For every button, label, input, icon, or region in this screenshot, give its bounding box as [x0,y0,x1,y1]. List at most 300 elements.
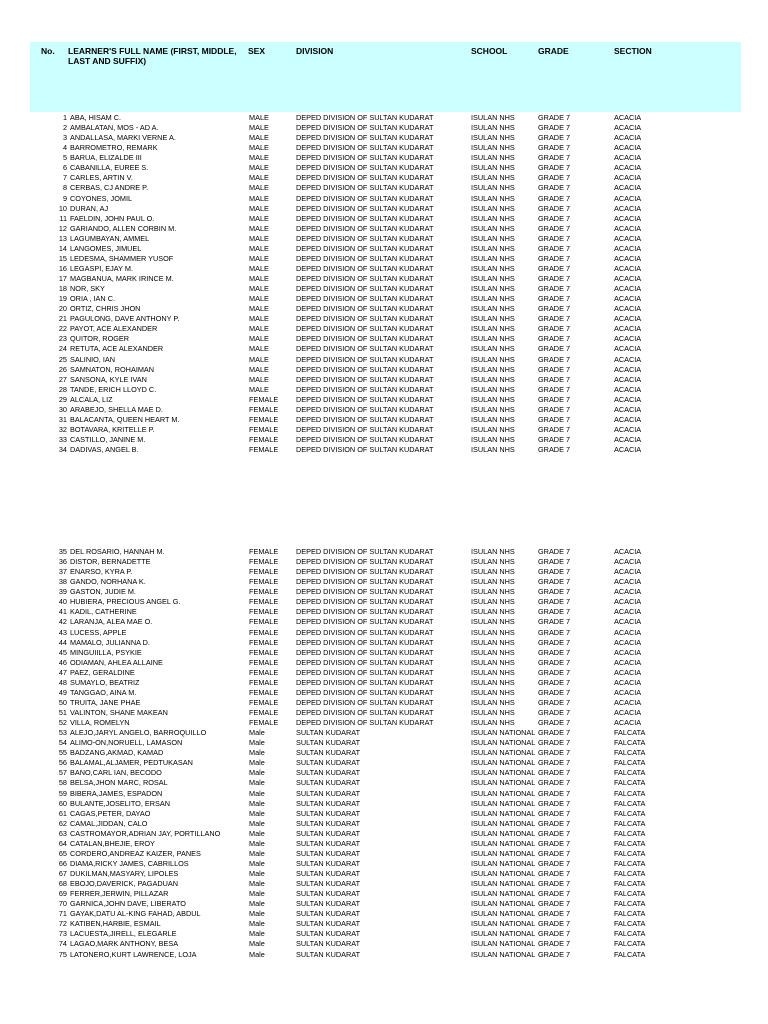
row-number-cell: 23 [58,334,67,344]
row-number-cell: 40 [58,597,67,607]
learner-name-cell: BULANTE,JOSELITO, ERSAN [70,798,171,808]
school-cell: ISULAN NATIONAL [471,758,536,768]
learner-name-cell: CERBAS, CJ ANDRE P. [70,183,149,193]
school-cell: ISULAN NATIONAL [471,939,536,949]
sex-cell: MALE [249,163,269,173]
school-cell: ISULAN NHS [471,587,515,597]
learner-name-cell: LANGOMES, JIMUEL [70,243,142,253]
sex-cell: Male [249,748,265,758]
sex-cell: MALE [249,213,269,223]
sex-cell: FEMALE [249,587,279,597]
school-cell: ISULAN NHS [471,253,515,263]
section-cell: FALCATA [614,828,646,838]
learner-name-cell: RETUTA, ACE ALEXANDER [70,344,164,354]
learner-name-cell: COYONES, JOMIL [70,193,133,203]
school-cell: ISULAN NHS [471,223,515,233]
learner-name-cell: CORDERO,ANDREAZ KAIZER, PANES [70,848,201,858]
division-cell: DEPED DIVISION OF SULTAN KUDARAT [296,324,434,334]
table-row [0,628,768,638]
learner-name-cell: ODIAMAN, AHLEA ALLAINE [70,657,163,667]
section-cell: ACACIA [614,304,642,314]
sex-cell: Male [249,838,265,848]
learner-name-cell: FERRER,JERWIN, PILLAZAR [70,889,169,899]
sex-cell: Male [249,758,265,768]
row-number-cell: 42 [58,617,67,627]
learner-name-cell: DISTOR, BERNADETTE [70,557,151,567]
grade-cell: GRADE 7 [538,394,571,404]
grade-cell: GRADE 7 [538,213,571,223]
row-number-cell: 69 [58,889,67,899]
row-number-cell: 56 [58,758,67,768]
school-cell: ISULAN NHS [471,597,515,607]
learner-name-cell: HUBIERA, PRECIOUS ANGEL G. [70,597,181,607]
sex-cell: Male [249,929,265,939]
row-number-cell: 36 [58,557,67,567]
table-row [0,889,768,899]
grade-cell: GRADE 7 [538,798,571,808]
section-cell: FALCATA [614,818,646,828]
row-number-cell: 25 [58,354,67,364]
section-cell: FALCATA [614,798,646,808]
learner-name-cell: FAELDIN, JOHN PAUL O. [70,213,155,223]
row-number-cell: 66 [58,858,67,868]
table-row [0,939,768,949]
learner-name-cell: MAGBANUA, MARK IRINCE M. [70,274,174,283]
learner-name-cell: TRUITA, JANE PHAE [70,697,141,707]
division-cell: DEPED DIVISION OF SULTAN KUDARAT [296,334,434,344]
table-header [30,42,741,112]
learner-name-cell: BARROMETRO, REMARK [70,143,158,153]
school-cell: ISULAN NHS [471,617,515,627]
sex-cell: FEMALE [249,607,279,617]
sex-cell: MALE [249,354,269,364]
school-cell: ISULAN NHS [471,424,515,434]
school-cell: ISULAN NHS [471,344,515,354]
table-row [0,344,768,354]
school-cell: ISULAN NHS [471,284,515,294]
learner-name-cell: SANSONA, KYLE IVAN [70,374,147,384]
sex-cell: MALE [249,304,269,314]
row-number-cell: 7 [62,173,67,183]
learner-name-cell: LACUESTA,JIRELL, ELEGARLE [70,929,177,939]
learner-name-cell: VALINTON, SHANE MAKEAN [70,708,168,717]
division-cell: DEPED DIVISION OF SULTAN KUDARAT [296,173,434,183]
section-cell: ACACIA [614,284,642,294]
row-number-cell: 32 [58,424,67,434]
sex-cell: Male [249,728,265,738]
section-cell: ACACIA [614,233,642,243]
school-cell: ISULAN NHS [471,647,515,657]
table-row [0,445,768,455]
section-cell: ACACIA [614,213,642,223]
section-cell: ACACIA [614,394,642,404]
grade-cell: GRADE 7 [538,354,571,364]
school-cell: ISULAN NATIONAL [471,838,536,848]
school-cell: ISULAN NATIONAL [471,909,536,919]
division-cell: SULTAN KUDARAT [296,838,361,848]
division-cell: DEPED DIVISION OF SULTAN KUDARAT [296,233,434,243]
row-number-cell: 47 [58,667,67,677]
school-cell: ISULAN NHS [471,163,515,173]
section-cell: ACACIA [614,567,642,577]
sex-cell: MALE [249,233,269,243]
school-cell: ISULAN NATIONAL [471,798,536,808]
table-row [0,234,768,244]
learner-name-cell: SAMNATON, ROHAIMAN [70,364,155,374]
table-row [0,738,768,748]
row-number-cell: 39 [58,587,67,597]
learner-name-cell: DEL ROSARIO, HANNAH M. [70,547,165,556]
section-cell: ACACIA [614,718,642,728]
learner-name-cell: CAGAS,PETER, DAYAO [70,808,151,818]
row-number-cell: 9 [62,193,67,203]
learner-name-cell: BIBERA,JAMES, ESPADON [70,788,163,798]
table-row [0,334,768,344]
grade-cell: GRADE 7 [538,153,571,163]
division-cell: DEPED DIVISION OF SULTAN KUDARAT [296,424,434,434]
table-row [0,638,768,648]
learner-name-cell: ALCALA, LIZ [70,394,113,404]
sex-cell: Male [249,778,265,788]
division-cell: SULTAN KUDARAT [296,758,361,768]
row-number-cell: 14 [58,243,67,253]
learner-name-cell: GASTON, JUDIE M. [70,587,136,597]
grade-cell: GRADE 7 [538,193,571,203]
table-row [0,617,768,627]
school-cell: ISULAN NATIONAL [471,748,536,758]
learner-name-cell: CABANILLA, EUREE S. [70,163,149,173]
grade-cell: GRADE 7 [538,848,571,858]
grade-cell: GRADE 7 [538,697,571,707]
division-cell: DEPED DIVISION OF SULTAN KUDARAT [296,435,434,444]
division-cell: SULTAN KUDARAT [296,929,361,939]
learner-name-cell: ANDALLASA, MARKI VERNE A. [70,133,176,143]
learner-name-cell: GANDO, NORHANA K. [70,577,146,587]
table-row [0,244,768,254]
division-cell: SULTAN KUDARAT [296,828,361,838]
grade-cell: GRADE 7 [538,748,571,758]
header-full-name: LEARNER'S FULL NAME (FIRST, MIDDLE, LAST AND SUFFIX) [68,46,237,66]
division-cell: DEPED DIVISION OF SULTAN KUDARAT [296,123,434,133]
division-cell: SULTAN KUDARAT [296,728,361,738]
sex-cell: Male [249,909,265,919]
learner-name-cell: KADIL, CATHERINE [70,607,137,617]
sex-cell: FEMALE [249,708,279,717]
row-number-cell: 21 [58,314,67,324]
section-cell: FALCATA [614,728,646,738]
division-cell: SULTAN KUDARAT [296,738,361,748]
row-number-cell: 3 [62,133,67,143]
row-number-cell: 61 [58,808,67,818]
sex-cell: FEMALE [249,657,279,667]
learner-name-cell: BELSA,JHON MARC, ROSAL [70,778,168,788]
table-row [0,304,768,314]
sex-cell: FEMALE [249,424,279,434]
sex-cell: MALE [249,274,269,283]
learner-name-cell: ARABEJO, SHELLA MAE D. [70,404,163,414]
section-cell: ACACIA [614,243,642,253]
division-cell: DEPED DIVISION OF SULTAN KUDARAT [296,577,434,587]
table-row [0,698,768,708]
school-cell: ISULAN NHS [471,557,515,567]
grade-cell: GRADE 7 [538,738,571,748]
division-cell: DEPED DIVISION OF SULTAN KUDARAT [296,637,434,647]
division-cell: SULTAN KUDARAT [296,909,361,919]
table-row [0,929,768,939]
table-row [0,254,768,264]
row-number-cell: 45 [58,647,67,657]
grade-cell: GRADE 7 [538,364,571,374]
division-cell: DEPED DIVISION OF SULTAN KUDARAT [296,153,434,163]
sex-cell: FEMALE [249,394,279,404]
table-row [0,789,768,799]
grade-cell: GRADE 7 [538,889,571,899]
sex-cell: Male [249,949,265,959]
division-cell: DEPED DIVISION OF SULTAN KUDARAT [296,263,434,273]
grade-cell: GRADE 7 [538,435,571,444]
row-number-cell: 17 [58,274,67,283]
table-row [0,768,768,778]
grade-cell: GRADE 7 [538,758,571,768]
section-cell: ACACIA [614,587,642,597]
division-cell: DEPED DIVISION OF SULTAN KUDARAT [296,697,434,707]
row-number-cell: 57 [58,768,67,778]
row-number-cell: 43 [58,627,67,637]
division-cell: DEPED DIVISION OF SULTAN KUDARAT [296,404,434,414]
grade-cell: GRADE 7 [538,899,571,909]
division-cell: SULTAN KUDARAT [296,748,361,758]
section-cell: ACACIA [614,314,642,324]
division-cell: DEPED DIVISION OF SULTAN KUDARAT [296,203,434,213]
school-cell: ISULAN NATIONAL [471,858,536,868]
row-number-cell: 70 [58,899,67,909]
grade-cell: GRADE 7 [538,708,571,717]
row-number-cell: 72 [58,919,67,929]
grade-cell: GRADE 7 [538,778,571,788]
table-row [0,799,768,809]
grade-cell: GRADE 7 [538,949,571,959]
learner-name-cell: LAGAO,MARK ANTHONY, BESA [70,939,179,949]
sex-cell: FEMALE [249,667,279,677]
division-cell: DEPED DIVISION OF SULTAN KUDARAT [296,597,434,607]
row-number-cell: 30 [58,404,67,414]
sex-cell: FEMALE [249,414,279,424]
division-cell: SULTAN KUDARAT [296,919,361,929]
grade-cell: GRADE 7 [538,547,571,556]
division-cell: DEPED DIVISION OF SULTAN KUDARAT [296,374,434,384]
section-cell: ACACIA [614,113,642,122]
grade-cell: GRADE 7 [538,123,571,133]
table-row [0,758,768,768]
grade-cell: GRADE 7 [538,557,571,567]
school-cell: ISULAN NHS [471,324,515,334]
section-cell: ACACIA [614,435,642,444]
division-cell: DEPED DIVISION OF SULTAN KUDARAT [296,133,434,143]
school-cell: ISULAN NATIONAL [471,818,536,828]
school-cell: ISULAN NHS [471,123,515,133]
school-cell: ISULAN NHS [471,153,515,163]
row-number-cell: 71 [58,909,67,919]
division-cell: SULTAN KUDARAT [296,949,361,959]
learner-name-cell: LEGASPI, EJAY M. [70,263,133,273]
division-cell: DEPED DIVISION OF SULTAN KUDARAT [296,617,434,627]
row-number-cell: 35 [58,547,67,556]
section-cell: FALCATA [614,939,646,949]
division-cell: DEPED DIVISION OF SULTAN KUDARAT [296,557,434,567]
table-row [0,899,768,909]
school-cell: ISULAN NHS [471,143,515,153]
row-number-cell: 68 [58,879,67,889]
row-number-cell: 41 [58,607,67,617]
grade-cell: GRADE 7 [538,687,571,697]
sex-cell: FEMALE [249,627,279,637]
learner-name-cell: BADZANG,AKMAD, KAMAD [70,748,164,758]
grade-cell: GRADE 7 [538,344,571,354]
section-cell: FALCATA [614,788,646,798]
school-cell: ISULAN NATIONAL [471,728,536,738]
grade-cell: GRADE 7 [538,728,571,738]
school-cell: ISULAN NHS [471,213,515,223]
row-number-cell: 2 [62,123,67,133]
sex-cell: MALE [249,334,269,344]
row-number-cell: 73 [58,929,67,939]
grade-cell: GRADE 7 [538,567,571,577]
row-number-cell: 19 [58,294,67,304]
section-cell: FALCATA [614,768,646,778]
table-row [0,385,768,395]
row-number-cell: 63 [58,828,67,838]
sex-cell: FEMALE [249,677,279,687]
sex-cell: Male [249,889,265,899]
division-cell: DEPED DIVISION OF SULTAN KUDARAT [296,384,434,394]
learner-name-cell: KATIBEN,HARBIE, ESMAIL [70,919,161,929]
row-number-cell: 50 [58,697,67,707]
section-cell: FALCATA [614,919,646,929]
division-cell: DEPED DIVISION OF SULTAN KUDARAT [296,414,434,424]
learner-name-cell: DADIVAS, ANGEL B. [70,445,139,455]
division-cell: DEPED DIVISION OF SULTAN KUDARAT [296,364,434,374]
school-cell: ISULAN NHS [471,334,515,344]
section-cell: ACACIA [614,404,642,414]
division-cell: DEPED DIVISION OF SULTAN KUDARAT [296,243,434,253]
section-cell: ACACIA [614,173,642,183]
sex-cell: FEMALE [249,557,279,567]
grade-cell: GRADE 7 [538,284,571,294]
grade-cell: GRADE 7 [538,324,571,334]
grade-cell: GRADE 7 [538,647,571,657]
grade-cell: GRADE 7 [538,718,571,728]
division-cell: DEPED DIVISION OF SULTAN KUDARAT [296,294,434,304]
school-cell: ISULAN NHS [471,384,515,394]
grade-cell: GRADE 7 [538,858,571,868]
header-grade: GRADE [538,46,569,56]
school-cell: ISULAN NATIONAL [471,848,536,858]
grade-cell: GRADE 7 [538,657,571,667]
grade-cell: GRADE 7 [538,274,571,283]
section-cell: ACACIA [614,263,642,273]
grade-cell: GRADE 7 [538,113,571,122]
learner-name-cell: ENARSO, KYRA P. [70,567,133,577]
school-cell: ISULAN NHS [471,657,515,667]
row-number-cell: 74 [58,939,67,949]
school-cell: ISULAN NHS [471,274,515,283]
row-number-cell: 62 [58,818,67,828]
division-cell: DEPED DIVISION OF SULTAN KUDARAT [296,223,434,233]
section-cell: ACACIA [614,253,642,263]
section-cell: ACACIA [614,183,642,193]
learner-name-cell: SUMAYLO, BEATRIZ [70,677,140,687]
grade-cell: GRADE 7 [538,607,571,617]
sex-cell: MALE [249,113,269,122]
grade-cell: GRADE 7 [538,143,571,153]
school-cell: ISULAN NATIONAL [471,919,536,929]
learner-name-cell: BOTAVARA, KRITELLE P. [70,424,155,434]
section-cell: ACACIA [614,607,642,617]
section-cell: ACACIA [614,133,642,143]
learner-name-cell: ALEJO,JARYL ANGELO, BARROQUILLO [70,728,207,738]
grade-cell: GRADE 7 [538,243,571,253]
school-cell: ISULAN NHS [471,607,515,617]
sex-cell: FEMALE [249,697,279,707]
row-number-cell: 10 [58,203,67,213]
section-cell: ACACIA [614,697,642,707]
section-cell: FALCATA [614,879,646,889]
sex-cell: MALE [249,193,269,203]
table-row [0,648,768,658]
learner-name-cell: LUCESS, APPLE [70,627,127,637]
table-row [0,133,768,143]
section-cell: ACACIA [614,677,642,687]
grade-cell: GRADE 7 [538,637,571,647]
learner-name-cell: QUITOR, ROGER [70,334,130,344]
learner-name-cell: CASTILLO, JANINE M. [70,435,146,444]
learner-name-cell: AMBALATAN, MOS - AD A. [70,123,159,133]
row-number-cell: 55 [58,748,67,758]
sex-cell: MALE [249,263,269,273]
section-cell: ACACIA [614,708,642,717]
section-cell: ACACIA [614,203,642,213]
school-cell: ISULAN NATIONAL [471,778,536,788]
table-row [0,728,768,738]
sex-cell: MALE [249,133,269,143]
school-cell: ISULAN NHS [471,435,515,444]
section-cell: ACACIA [614,557,642,567]
section-cell: FALCATA [614,848,646,858]
row-number-cell: 29 [58,394,67,404]
sex-cell: MALE [249,143,269,153]
grade-cell: GRADE 7 [538,818,571,828]
row-number-cell: 33 [58,435,67,444]
section-cell: ACACIA [614,324,642,334]
section-cell: ACACIA [614,424,642,434]
grade-cell: GRADE 7 [538,334,571,344]
learner-name-cell: BALAMAL,ALJAMER, PEDTUKASAN [70,758,193,768]
division-cell: SULTAN KUDARAT [296,879,361,889]
grade-cell: GRADE 7 [538,414,571,424]
school-cell: ISULAN NATIONAL [471,889,536,899]
sex-cell: MALE [249,294,269,304]
table-row [0,718,768,728]
grade-cell: GRADE 7 [538,314,571,324]
school-cell: ISULAN NATIONAL [471,808,536,818]
table-row [0,708,768,718]
learner-name-cell: LARANJA, ALEA MAE O. [70,617,153,627]
section-cell: ACACIA [614,274,642,283]
sex-cell: Male [249,818,265,828]
section-cell: FALCATA [614,778,646,788]
table-row [0,425,768,435]
grade-cell: GRADE 7 [538,173,571,183]
